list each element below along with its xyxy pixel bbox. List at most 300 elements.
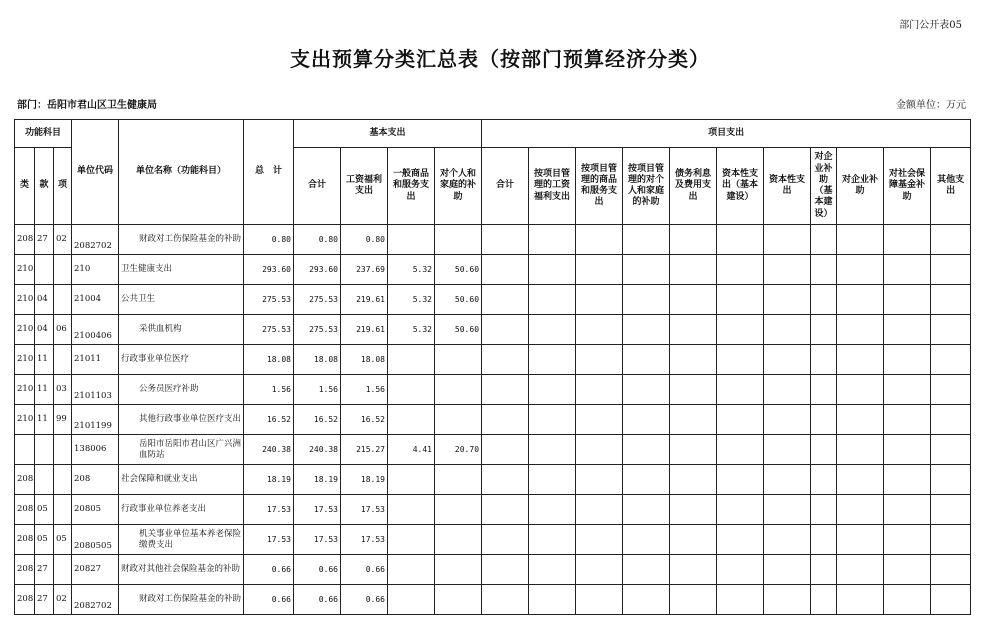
project-cell bbox=[576, 345, 623, 375]
goods-services-cell: 4.41 bbox=[388, 435, 435, 465]
unit-name-cell: 社会保障和就业支出 bbox=[119, 465, 244, 495]
func-lei-cell: 208 bbox=[15, 495, 35, 525]
project-cell bbox=[931, 375, 971, 405]
project-cell bbox=[576, 435, 623, 465]
goods-services-cell bbox=[388, 225, 435, 255]
project-cell bbox=[811, 285, 837, 315]
wage-welfare-cell: 0.80 bbox=[341, 225, 388, 255]
project-cell bbox=[764, 315, 811, 345]
project-cell bbox=[482, 525, 529, 555]
project-cell bbox=[717, 525, 764, 555]
project-cell bbox=[931, 255, 971, 285]
project-cell bbox=[837, 555, 884, 585]
project-cell bbox=[884, 315, 931, 345]
goods-services-cell: 5.32 bbox=[388, 255, 435, 285]
header-basic-col: 合计 bbox=[294, 148, 341, 225]
wage-welfare-cell: 17.53 bbox=[341, 525, 388, 555]
func-lei-cell: 208 bbox=[15, 465, 35, 495]
project-cell bbox=[884, 225, 931, 255]
project-cell bbox=[576, 285, 623, 315]
family-subsidy-cell: 50.60 bbox=[435, 315, 482, 345]
table-row bbox=[15, 435, 971, 465]
project-cell bbox=[837, 315, 884, 345]
project-cell bbox=[837, 285, 884, 315]
unit-code-cell: 2082702 bbox=[72, 225, 119, 255]
func-kuan-cell: 05 bbox=[35, 495, 54, 525]
project-cell bbox=[529, 465, 576, 495]
wage-welfare-cell: 219.61 bbox=[341, 285, 388, 315]
project-cell bbox=[837, 465, 884, 495]
project-cell bbox=[884, 585, 931, 615]
project-cell bbox=[529, 345, 576, 375]
header-project-col: 按项目管理的对个人和家庭的补助 bbox=[623, 148, 670, 225]
func-lei-cell: 210 bbox=[15, 255, 35, 285]
func-xiang-cell bbox=[54, 495, 72, 525]
project-cell bbox=[576, 255, 623, 285]
family-subsidy-cell: 50.60 bbox=[435, 255, 482, 285]
project-cell bbox=[811, 405, 837, 435]
project-cell bbox=[482, 405, 529, 435]
project-cell bbox=[529, 225, 576, 255]
header-total: 总 计 bbox=[244, 120, 294, 225]
header-project-col: 对社会保障基金补助 bbox=[884, 148, 931, 225]
wage-welfare-cell: 18.08 bbox=[341, 345, 388, 375]
goods-services-cell bbox=[388, 585, 435, 615]
wage-welfare-cell: 16.52 bbox=[341, 405, 388, 435]
table-row bbox=[15, 405, 971, 435]
project-cell bbox=[576, 555, 623, 585]
project-cell bbox=[931, 285, 971, 315]
wage-welfare-cell: 237.69 bbox=[341, 255, 388, 285]
goods-services-cell bbox=[388, 525, 435, 555]
func-lei-cell bbox=[15, 435, 35, 465]
unit-name-cell: 行政事业单位医疗 bbox=[119, 345, 244, 375]
header-project-col: 按项目管理的工资福利支出 bbox=[529, 148, 576, 225]
project-cell bbox=[884, 345, 931, 375]
unit-name-cell: 公务员医疗补助 bbox=[119, 375, 244, 405]
table-row bbox=[15, 225, 971, 255]
project-cell bbox=[670, 405, 717, 435]
total-cell: 275.53 bbox=[244, 285, 294, 315]
unit-name-cell: 财政对其他社会保险基金的补助 bbox=[119, 555, 244, 585]
project-cell bbox=[884, 435, 931, 465]
basic-total-cell: 1.56 bbox=[294, 375, 341, 405]
goods-services-cell bbox=[388, 405, 435, 435]
basic-total-cell: 275.53 bbox=[294, 315, 341, 345]
header-project-col: 对企业补助 bbox=[837, 148, 884, 225]
header-func-subject: 功能科目 bbox=[15, 120, 72, 148]
table-row bbox=[15, 255, 971, 285]
unit-name-cell: 财政对工伤保险基金的补助 bbox=[119, 585, 244, 615]
header-project-col: 资本性支出 bbox=[764, 148, 811, 225]
func-kuan-cell bbox=[35, 465, 54, 495]
project-cell bbox=[576, 585, 623, 615]
basic-total-cell: 17.53 bbox=[294, 495, 341, 525]
family-subsidy-cell bbox=[435, 555, 482, 585]
header-basic-expenditure: 基本支出 bbox=[294, 120, 482, 148]
family-subsidy-cell bbox=[435, 495, 482, 525]
project-cell bbox=[931, 525, 971, 555]
project-cell bbox=[576, 405, 623, 435]
project-cell bbox=[623, 285, 670, 315]
unit-code-cell: 208 bbox=[72, 465, 119, 495]
family-subsidy-cell bbox=[435, 525, 482, 555]
project-cell bbox=[884, 525, 931, 555]
project-cell bbox=[670, 435, 717, 465]
project-cell bbox=[482, 285, 529, 315]
project-cell bbox=[764, 525, 811, 555]
project-cell bbox=[670, 315, 717, 345]
project-cell bbox=[764, 435, 811, 465]
basic-total-cell: 17.53 bbox=[294, 525, 341, 555]
total-cell: 17.53 bbox=[244, 525, 294, 555]
project-cell bbox=[837, 525, 884, 555]
project-cell bbox=[670, 495, 717, 525]
unit-name-cell: 财政对工伤保险基金的补助 bbox=[119, 225, 244, 255]
basic-total-cell: 0.66 bbox=[294, 585, 341, 615]
project-cell bbox=[529, 495, 576, 525]
total-cell: 18.08 bbox=[244, 345, 294, 375]
project-cell bbox=[884, 495, 931, 525]
project-cell bbox=[811, 495, 837, 525]
func-lei-cell: 208 bbox=[15, 225, 35, 255]
project-cell bbox=[670, 225, 717, 255]
project-cell bbox=[576, 525, 623, 555]
header-project-col: 按项目管理的商品和服务支出 bbox=[576, 148, 623, 225]
func-lei-cell: 210 bbox=[15, 345, 35, 375]
project-cell bbox=[623, 315, 670, 345]
func-kuan-cell: 27 bbox=[35, 555, 54, 585]
project-cell bbox=[811, 255, 837, 285]
project-cell bbox=[576, 465, 623, 495]
wage-welfare-cell: 215.27 bbox=[341, 435, 388, 465]
project-cell bbox=[623, 465, 670, 495]
header-project-col: 合计 bbox=[482, 148, 529, 225]
unit-code-cell: 20805 bbox=[72, 495, 119, 525]
total-cell: 0.66 bbox=[244, 585, 294, 615]
project-cell bbox=[837, 435, 884, 465]
project-cell bbox=[811, 345, 837, 375]
header-lei: 类 bbox=[15, 148, 35, 225]
project-cell bbox=[482, 375, 529, 405]
project-cell bbox=[717, 435, 764, 465]
unit-name-cell: 行政事业单位养老支出 bbox=[119, 495, 244, 525]
project-cell bbox=[670, 285, 717, 315]
goods-services-cell bbox=[388, 465, 435, 495]
goods-services-cell: 5.32 bbox=[388, 315, 435, 345]
unit-code-cell: 210 bbox=[72, 255, 119, 285]
project-cell bbox=[811, 525, 837, 555]
header-basic-col: 工资福利支出 bbox=[341, 148, 388, 225]
project-cell bbox=[837, 495, 884, 525]
project-cell bbox=[837, 405, 884, 435]
goods-services-cell: 5.32 bbox=[388, 285, 435, 315]
basic-total-cell: 240.38 bbox=[294, 435, 341, 465]
total-cell: 0.80 bbox=[244, 225, 294, 255]
func-lei-cell: 208 bbox=[15, 555, 35, 585]
project-cell bbox=[884, 555, 931, 585]
header-project-col: 其他支出 bbox=[931, 148, 971, 225]
func-kuan-cell: 27 bbox=[35, 585, 54, 615]
project-cell bbox=[811, 375, 837, 405]
project-cell bbox=[931, 405, 971, 435]
func-xiang-cell: 03 bbox=[54, 375, 72, 405]
wage-welfare-cell: 0.66 bbox=[341, 585, 388, 615]
project-cell bbox=[931, 315, 971, 345]
header-project-expenditure: 项目支出 bbox=[482, 120, 971, 148]
project-cell bbox=[576, 225, 623, 255]
total-cell: 1.56 bbox=[244, 375, 294, 405]
total-cell: 275.53 bbox=[244, 315, 294, 345]
func-kuan-cell: 11 bbox=[35, 345, 54, 375]
basic-total-cell: 293.60 bbox=[294, 255, 341, 285]
basic-total-cell: 0.66 bbox=[294, 555, 341, 585]
header-xiang: 项 bbox=[54, 148, 72, 225]
project-cell bbox=[576, 315, 623, 345]
table-row bbox=[15, 525, 971, 555]
project-cell bbox=[837, 225, 884, 255]
func-xiang-cell bbox=[54, 285, 72, 315]
func-xiang-cell bbox=[54, 555, 72, 585]
wage-welfare-cell: 0.66 bbox=[341, 555, 388, 585]
project-cell bbox=[811, 435, 837, 465]
project-cell bbox=[623, 255, 670, 285]
func-kuan-cell: 27 bbox=[35, 225, 54, 255]
project-cell bbox=[764, 405, 811, 435]
unit-code-cell: 20827 bbox=[72, 555, 119, 585]
unit-code-cell: 2082702 bbox=[72, 585, 119, 615]
unit-code-cell: 2101103 bbox=[72, 375, 119, 405]
project-cell bbox=[811, 465, 837, 495]
table-row bbox=[15, 465, 971, 495]
project-cell bbox=[529, 315, 576, 345]
family-subsidy-cell bbox=[435, 405, 482, 435]
project-cell bbox=[764, 285, 811, 315]
header-basic-col: 一般商品和服务支出 bbox=[388, 148, 435, 225]
project-cell bbox=[482, 435, 529, 465]
project-cell bbox=[529, 525, 576, 555]
project-cell bbox=[837, 255, 884, 285]
func-kuan-cell: 11 bbox=[35, 375, 54, 405]
project-cell bbox=[623, 555, 670, 585]
project-cell bbox=[717, 225, 764, 255]
header-project-col: 对企业补助（基本建设） bbox=[811, 148, 837, 225]
project-cell bbox=[811, 555, 837, 585]
header-project-col: 债务利息及费用支出 bbox=[670, 148, 717, 225]
page-title: 支出预算分类汇总表（按部门预算经济分类） bbox=[290, 47, 710, 71]
project-cell bbox=[529, 255, 576, 285]
func-xiang-cell bbox=[54, 345, 72, 375]
project-cell bbox=[623, 375, 670, 405]
project-cell bbox=[764, 465, 811, 495]
form-number: 部门公开表05 bbox=[899, 20, 962, 31]
project-cell bbox=[884, 375, 931, 405]
project-cell bbox=[623, 345, 670, 375]
table-row bbox=[15, 315, 971, 345]
project-cell bbox=[764, 585, 811, 615]
header-unit-name: 单位名称（功能科目） bbox=[119, 120, 244, 225]
wage-welfare-cell: 18.19 bbox=[341, 465, 388, 495]
project-cell bbox=[670, 465, 717, 495]
header-kuan: 款 bbox=[35, 148, 54, 225]
goods-services-cell bbox=[388, 375, 435, 405]
project-cell bbox=[717, 375, 764, 405]
project-cell bbox=[764, 495, 811, 525]
project-cell bbox=[717, 465, 764, 495]
project-cell bbox=[931, 555, 971, 585]
project-cell bbox=[931, 465, 971, 495]
project-cell bbox=[670, 525, 717, 555]
func-kuan-cell bbox=[35, 255, 54, 285]
func-lei-cell: 210 bbox=[15, 315, 35, 345]
unit-code-cell: 21004 bbox=[72, 285, 119, 315]
project-cell bbox=[811, 225, 837, 255]
project-cell bbox=[482, 345, 529, 375]
unit-code-cell: 138006 bbox=[72, 435, 119, 465]
project-cell bbox=[884, 255, 931, 285]
project-cell bbox=[623, 585, 670, 615]
project-cell bbox=[931, 345, 971, 375]
project-cell bbox=[529, 375, 576, 405]
func-lei-cell: 210 bbox=[15, 405, 35, 435]
total-cell: 240.38 bbox=[244, 435, 294, 465]
func-kuan-cell: 04 bbox=[35, 315, 54, 345]
project-cell bbox=[482, 465, 529, 495]
family-subsidy-cell bbox=[435, 375, 482, 405]
header-unit-code: 单位代码 bbox=[72, 120, 119, 225]
wage-welfare-cell: 17.53 bbox=[341, 495, 388, 525]
project-cell bbox=[764, 225, 811, 255]
project-cell bbox=[529, 285, 576, 315]
project-cell bbox=[717, 255, 764, 285]
project-cell bbox=[717, 495, 764, 525]
func-lei-cell: 210 bbox=[15, 285, 35, 315]
project-cell bbox=[717, 285, 764, 315]
func-kuan-cell: 05 bbox=[35, 525, 54, 555]
department-label: 部门：岳阳市君山区卫生健康局 bbox=[17, 100, 157, 111]
family-subsidy-cell: 50.60 bbox=[435, 285, 482, 315]
project-cell bbox=[623, 495, 670, 525]
project-cell bbox=[482, 225, 529, 255]
project-cell bbox=[623, 525, 670, 555]
goods-services-cell bbox=[388, 345, 435, 375]
project-cell bbox=[764, 555, 811, 585]
project-cell bbox=[717, 585, 764, 615]
family-subsidy-cell bbox=[435, 345, 482, 375]
project-cell bbox=[482, 315, 529, 345]
unit-label: 金额单位：万元 bbox=[896, 100, 966, 111]
basic-total-cell: 275.53 bbox=[294, 285, 341, 315]
project-cell bbox=[717, 345, 764, 375]
basic-total-cell: 0.80 bbox=[294, 225, 341, 255]
table-row bbox=[15, 585, 971, 615]
basic-total-cell: 18.19 bbox=[294, 465, 341, 495]
total-cell: 17.53 bbox=[244, 495, 294, 525]
project-cell bbox=[764, 345, 811, 375]
wage-welfare-cell: 1.56 bbox=[341, 375, 388, 405]
func-xiang-cell bbox=[54, 465, 72, 495]
project-cell bbox=[764, 375, 811, 405]
project-cell bbox=[576, 495, 623, 525]
project-cell bbox=[884, 465, 931, 495]
family-subsidy-cell bbox=[435, 225, 482, 255]
func-lei-cell: 208 bbox=[15, 525, 35, 555]
unit-code-cell: 2101199 bbox=[72, 405, 119, 435]
project-cell bbox=[482, 585, 529, 615]
project-cell bbox=[931, 495, 971, 525]
project-cell bbox=[837, 345, 884, 375]
unit-code-cell: 2080505 bbox=[72, 525, 119, 555]
table-row bbox=[15, 495, 971, 525]
unit-name-cell: 公共卫生 bbox=[119, 285, 244, 315]
project-cell bbox=[884, 285, 931, 315]
goods-services-cell bbox=[388, 495, 435, 525]
func-xiang-cell bbox=[54, 435, 72, 465]
project-cell bbox=[717, 555, 764, 585]
project-cell bbox=[529, 405, 576, 435]
project-cell bbox=[623, 225, 670, 255]
project-cell bbox=[623, 435, 670, 465]
func-kuan-cell bbox=[35, 435, 54, 465]
unit-name-cell: 卫生健康支出 bbox=[119, 255, 244, 285]
unit-code-cell: 2100406 bbox=[72, 315, 119, 345]
unit-code-cell: 21011 bbox=[72, 345, 119, 375]
func-xiang-cell bbox=[54, 255, 72, 285]
project-cell bbox=[811, 315, 837, 345]
project-cell bbox=[931, 435, 971, 465]
table-body bbox=[15, 225, 971, 615]
project-cell bbox=[764, 255, 811, 285]
total-cell: 0.66 bbox=[244, 555, 294, 585]
project-cell bbox=[670, 585, 717, 615]
project-cell bbox=[482, 495, 529, 525]
family-subsidy-cell bbox=[435, 585, 482, 615]
expenditure-table bbox=[14, 119, 971, 615]
project-cell bbox=[670, 375, 717, 405]
header-basic-col: 对个人和家庭的补助 bbox=[435, 148, 482, 225]
project-cell bbox=[529, 435, 576, 465]
unit-name-cell: 机关事业单位基本养老保险缴费支出 bbox=[119, 525, 244, 555]
project-cell bbox=[837, 585, 884, 615]
project-cell bbox=[623, 405, 670, 435]
header-project-col: 资本性支出（基本建设） bbox=[717, 148, 764, 225]
total-cell: 18.19 bbox=[244, 465, 294, 495]
unit-name-cell: 采供血机构 bbox=[119, 315, 244, 345]
project-cell bbox=[529, 585, 576, 615]
project-cell bbox=[670, 255, 717, 285]
func-lei-cell: 208 bbox=[15, 585, 35, 615]
project-cell bbox=[931, 225, 971, 255]
project-cell bbox=[670, 345, 717, 375]
project-cell bbox=[670, 555, 717, 585]
project-cell bbox=[482, 555, 529, 585]
func-xiang-cell: 06 bbox=[54, 315, 72, 345]
project-cell bbox=[482, 255, 529, 285]
family-subsidy-cell: 20.70 bbox=[435, 435, 482, 465]
goods-services-cell bbox=[388, 555, 435, 585]
total-cell: 16.52 bbox=[244, 405, 294, 435]
table-row bbox=[15, 285, 971, 315]
func-xiang-cell: 99 bbox=[54, 405, 72, 435]
unit-name-cell: 其他行政事业单位医疗支出 bbox=[119, 405, 244, 435]
table-row bbox=[15, 375, 971, 405]
wage-welfare-cell: 219.61 bbox=[341, 315, 388, 345]
project-cell bbox=[529, 555, 576, 585]
func-xiang-cell: 02 bbox=[54, 585, 72, 615]
family-subsidy-cell bbox=[435, 465, 482, 495]
basic-total-cell: 18.08 bbox=[294, 345, 341, 375]
project-cell bbox=[931, 585, 971, 615]
